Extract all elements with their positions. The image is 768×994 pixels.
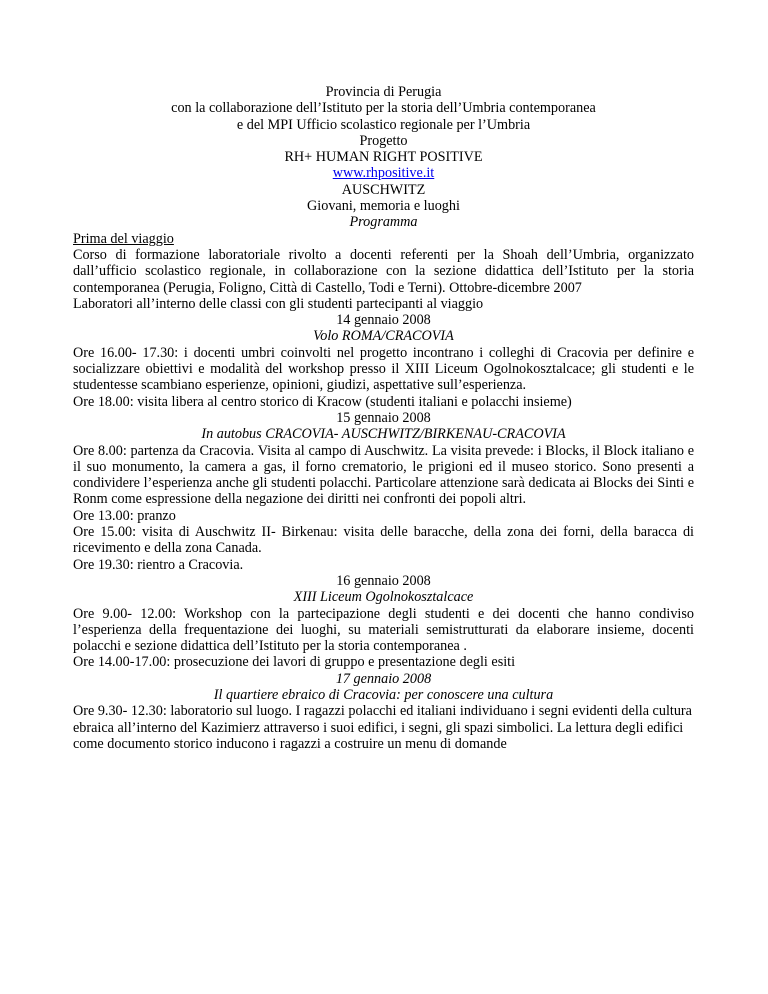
day-section-4 — [73, 671, 694, 752]
day-item: Ore 8.00: partenza da Cracovia. Visita al campo di Auschwitz. La visita prevede: i Blocks, il Block italiano e il suo monumento, la camera a gas, il forno crematorio, le prigioni ed il museo storico. Sono presenti a condividere l’esperienza anche gli studenti polacchi. Particolare attenzione sarà dedicata ai Blocks dei Sinti e Ronm come espressione della negazione dei diritti nei confronti dei popoli altri. — [73, 442, 694, 508]
day-item: Ore 15.00: visita di Auschwitz II- Birkenau: visita delle baracche, della zona dei forni, della baracca di ricevimento e della zona Canada. — [73, 524, 694, 557]
header-block — [73, 84, 694, 133]
before-trip-section — [73, 231, 694, 296]
labs-text: Laboratori all’interno delle classi con gli studenti partecipanti al viaggio — [73, 295, 484, 312]
day-title: Il quartiere ebraico di Cracovia: per conoscere una cultura — [213, 686, 554, 703]
day-item: Ore 16.00- 17.30: i docenti umbri coinvolti nel progetto incontrano i colleghi di Cracovia per definire e socializzare obiettivi e modalità del workshop presso il XIII Liceum Ogolnokosztalcace; gli studenti e le studentesse scambiano esperienze, opinioni, giudizi, aspettative sull’esperienza. — [73, 344, 694, 394]
project-label: Progetto — [359, 132, 408, 149]
header-line-2: con la collaborazione dell’Istituto per la storia dell’Umbria contemporanea — [171, 100, 596, 117]
before-trip-text: Corso di formazione laboratoriale rivolto a docenti referenti per la Shoah dell’Umbria, organizzato dall’ufficio scolastico regionale, in collaborazione con la sezione didattica dell’Istituto per la storia contemporanea (Perugia, Foligno, Città di Castello, Todi e Terni). Ottobre-dicembre 2007 — [73, 246, 694, 296]
project-name: RH+ HUMAN RIGHT POSITIVE — [284, 149, 483, 166]
day-item: Ore 9.30- 12.30: laboratorio sul luogo. I ragazzi polacchi ed italiani individuano i segni evidenti della cultura ebraica all’interno del Kazimierz attraverso i suoi edifici, i segni, gli spazi simbolici. La lettura degli edifici come documento storico inducono i ragazzi a costruire un menu di domande — [73, 703, 692, 752]
project-link[interactable]: www.rhpositive.it — [332, 165, 435, 182]
theme-title: AUSCHWITZ — [341, 181, 426, 198]
day-title: Volo ROMA/CRACOVIA — [313, 328, 454, 345]
project-block — [73, 133, 694, 182]
day-section-3 — [73, 573, 694, 671]
day-date: 16 gennaio 2008 — [336, 572, 431, 589]
theme-subtitle: Giovani, memoria e luoghi — [307, 198, 460, 215]
day-title: XIII Liceum Ogolnokosztalcace — [293, 589, 474, 606]
header-line-1: Provincia di Perugia — [325, 84, 442, 100]
day-item: Ore 9.00- 12.00: Workshop con la partecipazione degli studenti e dei docenti che hanno condiviso l’esperienza della frequentazione dei luoghi, su materiali semistrutturati da elaborare insieme, docenti polacchi e sezione didattica dell’Istituto per la storia contemporanea . — [73, 605, 694, 655]
day-item: Ore 13.00: pranzo — [73, 507, 176, 524]
day-title: In autobus CRACOVIA- AUSCHWITZ/BIRKENAU-CRACOVIA — [201, 426, 566, 443]
before-trip-heading: Prima del viaggio — [73, 230, 174, 247]
day-item: Ore 18.00: visita libera al centro storico di Kracow (studenti italiani e polacchi insieme) — [73, 393, 572, 410]
day-date: 14 gennaio 2008 — [336, 312, 431, 329]
day-section-1 — [73, 312, 694, 410]
programma-heading: Programma — [349, 214, 418, 231]
day-section-2 — [73, 410, 694, 573]
header-line-3: e del MPI Ufficio scolastico regionale per l’Umbria — [236, 116, 531, 133]
day-date: 15 gennaio 2008 — [336, 409, 431, 426]
day-item: Ore 14.00-17.00: prosecuzione dei lavori di gruppo e presentazione degli esiti — [73, 654, 516, 671]
theme-block — [73, 182, 694, 215]
day-item: Ore 19.30: rientro a Cracovia. — [73, 556, 244, 573]
day-date: 17 gennaio 2008 — [335, 670, 432, 687]
